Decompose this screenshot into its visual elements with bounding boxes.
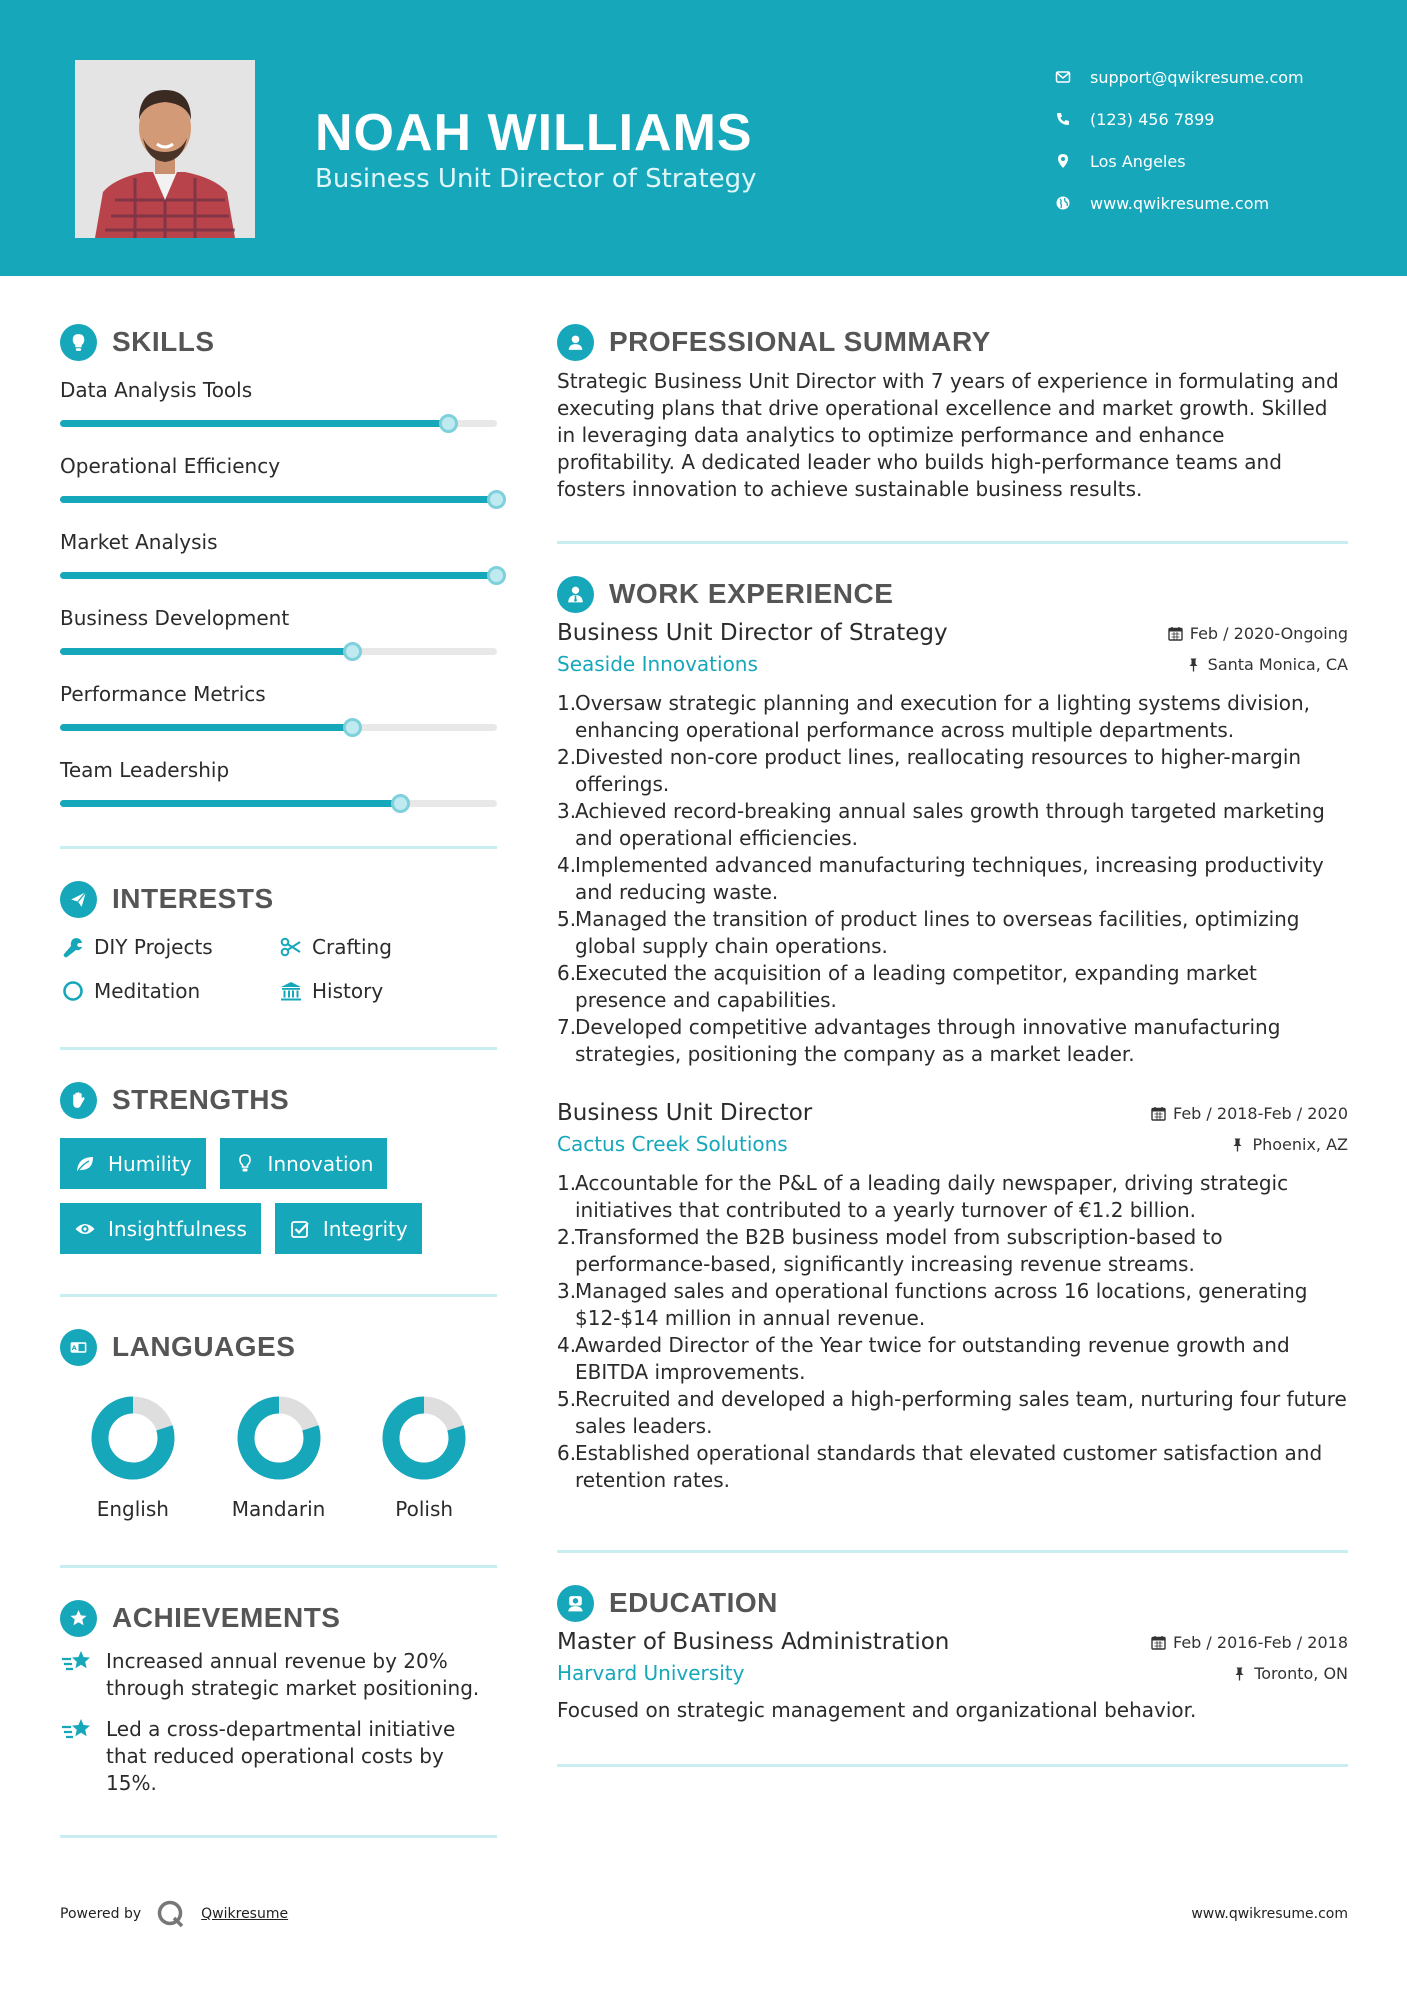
- education-dates-text: Feb / 2016-Feb / 2018: [1173, 1632, 1348, 1652]
- shooting-star-icon: [60, 1648, 94, 1678]
- job-bullet: 1. Oversaw strategic planning and execution for a lighting systems division, enhancing operational performance across multiple departments.: [557, 691, 1310, 742]
- lightbulb-icon: [60, 324, 97, 361]
- candidate-name: NOAH WILLIAMS: [315, 104, 753, 162]
- strength-tag: [60, 1203, 261, 1254]
- languages-heading: [60, 1327, 497, 1367]
- section-divider: [60, 1294, 497, 1297]
- skill-item: [60, 518, 497, 594]
- interest-item: [60, 977, 278, 1005]
- education-subheader: [557, 1661, 1348, 1685]
- envelope-icon: [1054, 68, 1072, 86]
- contact-location: [1054, 140, 1304, 182]
- strength-tag: [275, 1203, 422, 1254]
- skill-bar-fill: [60, 800, 401, 807]
- job-bullet: 2. Transformed the B2B business model from subscription-based to performance-based, significantly increasing revenue streams.: [557, 1225, 1223, 1276]
- summary-section: [557, 322, 1348, 503]
- circle-outline-icon: [60, 978, 86, 1004]
- contact-website[interactable]: [1054, 182, 1304, 224]
- summary-title: PROFESSIONAL SUMMARY: [609, 326, 991, 357]
- job-bullets: [557, 1170, 1348, 1494]
- profile-photo: [75, 60, 255, 238]
- strength-label: Humility: [108, 1151, 192, 1176]
- skill-bar-knob: [391, 794, 410, 813]
- education-degree: Master of Business Administration: [557, 1629, 950, 1655]
- skill-bar-fill: [60, 648, 353, 655]
- skill-label: Operational Efficiency: [60, 454, 281, 478]
- job-bullet: 4. Awarded Director of the Year twice for outstanding revenue growth and EBITDA improvements.: [557, 1333, 1290, 1384]
- language-donut: [88, 1393, 178, 1483]
- lightbulb-icon: [234, 1153, 256, 1175]
- eye-icon: [74, 1218, 96, 1240]
- job-company: Cactus Creek Solutions: [557, 1132, 788, 1156]
- language-item: [206, 1393, 352, 1521]
- achievements-title: ACHIEVEMENTS: [112, 1602, 341, 1633]
- language-item: [60, 1393, 206, 1521]
- interests-heading: [60, 879, 497, 919]
- job-bullet: 3. Achieved record-breaking annual sales growth through targeted marketing and operational efficiencies.: [557, 799, 1325, 850]
- job-title: Business Unit Director: [557, 1100, 813, 1126]
- skill-bar-knob: [343, 718, 362, 737]
- paper-plane-icon: [60, 881, 97, 918]
- achievements-heading: [60, 1598, 497, 1638]
- job-company: Seaside Innovations: [557, 652, 758, 676]
- star-badge-icon: [60, 1600, 97, 1637]
- job-subheader: [557, 1132, 1348, 1156]
- job-dates: [1151, 1104, 1348, 1123]
- education-title: EDUCATION: [609, 1587, 778, 1618]
- strength-tag: [60, 1138, 206, 1189]
- achievements-section: [60, 1598, 497, 1797]
- check-square-icon: [289, 1218, 311, 1240]
- scissors-icon: [278, 934, 304, 960]
- contact-list: [1054, 56, 1304, 224]
- skill-bar-knob: [343, 642, 362, 661]
- language-label: Polish: [395, 1497, 454, 1521]
- section-divider: [557, 1764, 1348, 1767]
- wrench-icon: [60, 934, 86, 960]
- skills-heading: [60, 322, 497, 362]
- calendar-icon: [1151, 1106, 1166, 1121]
- job-bullet: 6. Established operational standards that elevated customer satisfaction and retention rates.: [557, 1441, 1323, 1492]
- language-label: Mandarin: [231, 1497, 326, 1521]
- skill-bar: [60, 800, 497, 807]
- languages-section: [60, 1327, 497, 1521]
- pushpin-icon: [1232, 1666, 1247, 1681]
- strength-label: Innovation: [267, 1151, 374, 1176]
- skill-bar-knob: [439, 414, 458, 433]
- interest-item: [278, 977, 496, 1005]
- calendar-icon: [1168, 626, 1183, 641]
- section-divider: [557, 541, 1348, 544]
- language-donut: [234, 1393, 324, 1483]
- interests-title: INTERESTS: [112, 883, 274, 914]
- job-bullets: [557, 690, 1348, 1068]
- education-dates: [1151, 1633, 1348, 1652]
- education-location-text: Toronto, ON: [1254, 1663, 1348, 1683]
- section-divider: [60, 1835, 497, 1838]
- skill-bar: [60, 648, 497, 655]
- job-location: [1230, 1135, 1348, 1154]
- skill-bar: [60, 724, 497, 731]
- map-marker-icon: [1054, 152, 1072, 170]
- shooting-star-icon: [60, 1716, 94, 1746]
- job-bullet: 4. Implemented advanced manufacturing techniques, increasing productivity and reducing waste.: [557, 853, 1324, 904]
- candidate-title: Business Unit Director of Strategy: [315, 164, 757, 194]
- qwikresume-link[interactable]: Qwikresume: [201, 1906, 289, 1922]
- right-column: [557, 276, 1348, 1767]
- contact-location-text: Los Angeles: [1090, 151, 1186, 171]
- skill-bar: [60, 572, 497, 579]
- skill-bar: [60, 420, 497, 427]
- job-dates: [1168, 624, 1348, 643]
- achievement-text: Led a cross-departmental initiative that reduced operational costs by 15%.: [106, 1717, 456, 1795]
- education-section: [557, 1583, 1348, 1724]
- job-subheader: [557, 652, 1348, 676]
- experience-heading: [557, 574, 1348, 614]
- job-location-text: Santa Monica, CA: [1207, 654, 1348, 674]
- strength-label: Integrity: [322, 1216, 408, 1241]
- summary-text: Strategic Business Unit Director with 7 years of experience in formulating and executing plans that drive operational excellence and market growth. Skilled in leveraging data analytics to optimize performance and enhance profitability. A dedicated leader who builds high-performance teams and fosters innovation to achieve sustainable business results.: [557, 369, 1339, 501]
- job-title: Business Unit Director of Strategy: [557, 620, 948, 646]
- interest-label: Crafting: [312, 935, 392, 959]
- user-icon: [557, 324, 594, 361]
- skill-label: Team Leadership: [60, 758, 230, 782]
- job-location-text: Phoenix, AZ: [1252, 1134, 1348, 1154]
- job-dates-text: Feb / 2018-Feb / 2020: [1173, 1103, 1348, 1123]
- skill-label: Performance Metrics: [60, 682, 266, 706]
- pushpin-icon: [1230, 1137, 1245, 1152]
- contact-phone[interactable]: [1054, 98, 1304, 140]
- job-bullet: 1. Accountable for the P&L of a leading daily newspaper, driving strategic initiatives that contributed to a yearly turnover of €1.2 billion.: [557, 1171, 1289, 1222]
- skill-item: [60, 442, 497, 518]
- experience-section: [557, 574, 1348, 1494]
- languages-list: [60, 1393, 497, 1521]
- achievements-list: [60, 1648, 497, 1797]
- skill-label: Market Analysis: [60, 530, 218, 554]
- job-bullet: 6. Executed the acquisition of a leading competitor, expanding market presence and capabilities.: [557, 961, 1257, 1012]
- education-entry: [557, 1629, 1348, 1724]
- job-dates-text: Feb / 2020-Ongoing: [1189, 623, 1348, 643]
- job-bullet: 5. Recruited and developed a high-performing sales team, nurturing four future sales leaders.: [557, 1387, 1347, 1438]
- skill-bar-fill: [60, 496, 497, 503]
- section-divider: [60, 1047, 497, 1050]
- skills-section: [60, 322, 497, 822]
- skill-bar-fill: [60, 420, 449, 427]
- language-icon: [60, 1329, 97, 1366]
- section-divider: [557, 1550, 1348, 1553]
- languages-title: LANGUAGES: [112, 1331, 296, 1362]
- language-item: [351, 1393, 497, 1521]
- contact-email[interactable]: [1054, 56, 1304, 98]
- interest-item: [278, 933, 496, 961]
- interest-label: History: [312, 979, 384, 1003]
- globe-icon: [1054, 194, 1072, 212]
- user-tie-icon: [557, 576, 594, 613]
- experience-title: WORK EXPERIENCE: [609, 578, 894, 609]
- skill-bar-knob: [487, 566, 506, 585]
- skills-list: [60, 366, 497, 822]
- job-header: [557, 1100, 1348, 1126]
- language-label: English: [96, 1497, 169, 1521]
- job-header: [557, 620, 1348, 646]
- section-divider: [60, 1565, 497, 1568]
- interest-label: Meditation: [94, 979, 201, 1003]
- job-bullet: 3. Managed sales and operational functions across 16 locations, generating $12-$14 million in annual revenue.: [557, 1279, 1308, 1330]
- phone-icon: [1054, 110, 1072, 128]
- leaf-icon: [74, 1153, 96, 1175]
- contact-email-text: support@qwikresume.com: [1090, 67, 1304, 87]
- education-header: [557, 1629, 1348, 1655]
- achievement-item: [60, 1716, 497, 1797]
- job-entry: [557, 1100, 1348, 1494]
- qwikresume-logo-icon: [155, 1898, 187, 1930]
- skill-item: [60, 594, 497, 670]
- job-bullet: 5. Managed the transition of product lines to overseas facilities, optimizing global supply chain operations.: [557, 907, 1300, 958]
- education-location: [1232, 1664, 1348, 1683]
- section-divider: [60, 846, 497, 849]
- footer-url[interactable]: www.qwikresume.com: [1191, 1906, 1348, 1922]
- resume-header: [0, 0, 1407, 276]
- graduate-icon: [557, 1585, 594, 1622]
- strengths-list: [60, 1138, 497, 1254]
- powered-by-text: Powered by: [60, 1906, 142, 1922]
- interests-section: [60, 879, 497, 1005]
- language-donut: [379, 1393, 469, 1483]
- education-heading: [557, 1583, 1348, 1623]
- strengths-title: STRENGTHS: [112, 1084, 290, 1115]
- calendar-icon: [1151, 1635, 1166, 1650]
- strengths-heading: [60, 1080, 497, 1120]
- contact-phone-text: (123) 456 7899: [1090, 109, 1215, 129]
- job-location: [1186, 655, 1348, 674]
- footer-powered-by: [60, 1898, 288, 1930]
- skill-bar: [60, 496, 497, 503]
- interests-list: [60, 933, 497, 1005]
- education-text: Focused on strategic management and organizational behavior.: [557, 1698, 1197, 1722]
- skill-label: Business Development: [60, 606, 290, 630]
- summary-heading: [557, 322, 1348, 362]
- skill-item: [60, 670, 497, 746]
- strength-tag: [220, 1138, 388, 1189]
- skill-bar-fill: [60, 724, 353, 731]
- skill-bar-fill: [60, 572, 497, 579]
- hand-icon: [60, 1082, 97, 1119]
- skill-item: [60, 746, 497, 822]
- svg-text:A: A: [71, 1344, 77, 1352]
- left-column: [60, 276, 497, 1838]
- achievement-item: [60, 1648, 497, 1702]
- job-bullet: 2. Divested non-core product lines, reallocating resources to higher-margin offerings.: [557, 745, 1302, 796]
- strength-label: Insightfulness: [108, 1216, 247, 1241]
- education-school: Harvard University: [557, 1661, 745, 1685]
- job-bullet: 7. Developed competitive advantages through innovative manufacturing strategies, positioning the company as a market leader.: [557, 1015, 1281, 1066]
- job-entry: [557, 620, 1348, 1068]
- pushpin-icon: [1186, 657, 1201, 672]
- interest-item: [60, 933, 278, 961]
- institution-icon: [278, 978, 304, 1004]
- skill-bar-knob: [487, 490, 506, 509]
- strengths-section: [60, 1080, 497, 1254]
- skill-label: Data Analysis Tools: [60, 378, 253, 402]
- contact-website-text: www.qwikresume.com: [1090, 193, 1270, 213]
- skill-item: [60, 366, 497, 442]
- achievement-text: Increased annual revenue by 20% through strategic market positioning.: [106, 1649, 480, 1700]
- interest-label: DIY Projects: [94, 935, 213, 959]
- skills-title: SKILLS: [112, 326, 215, 357]
